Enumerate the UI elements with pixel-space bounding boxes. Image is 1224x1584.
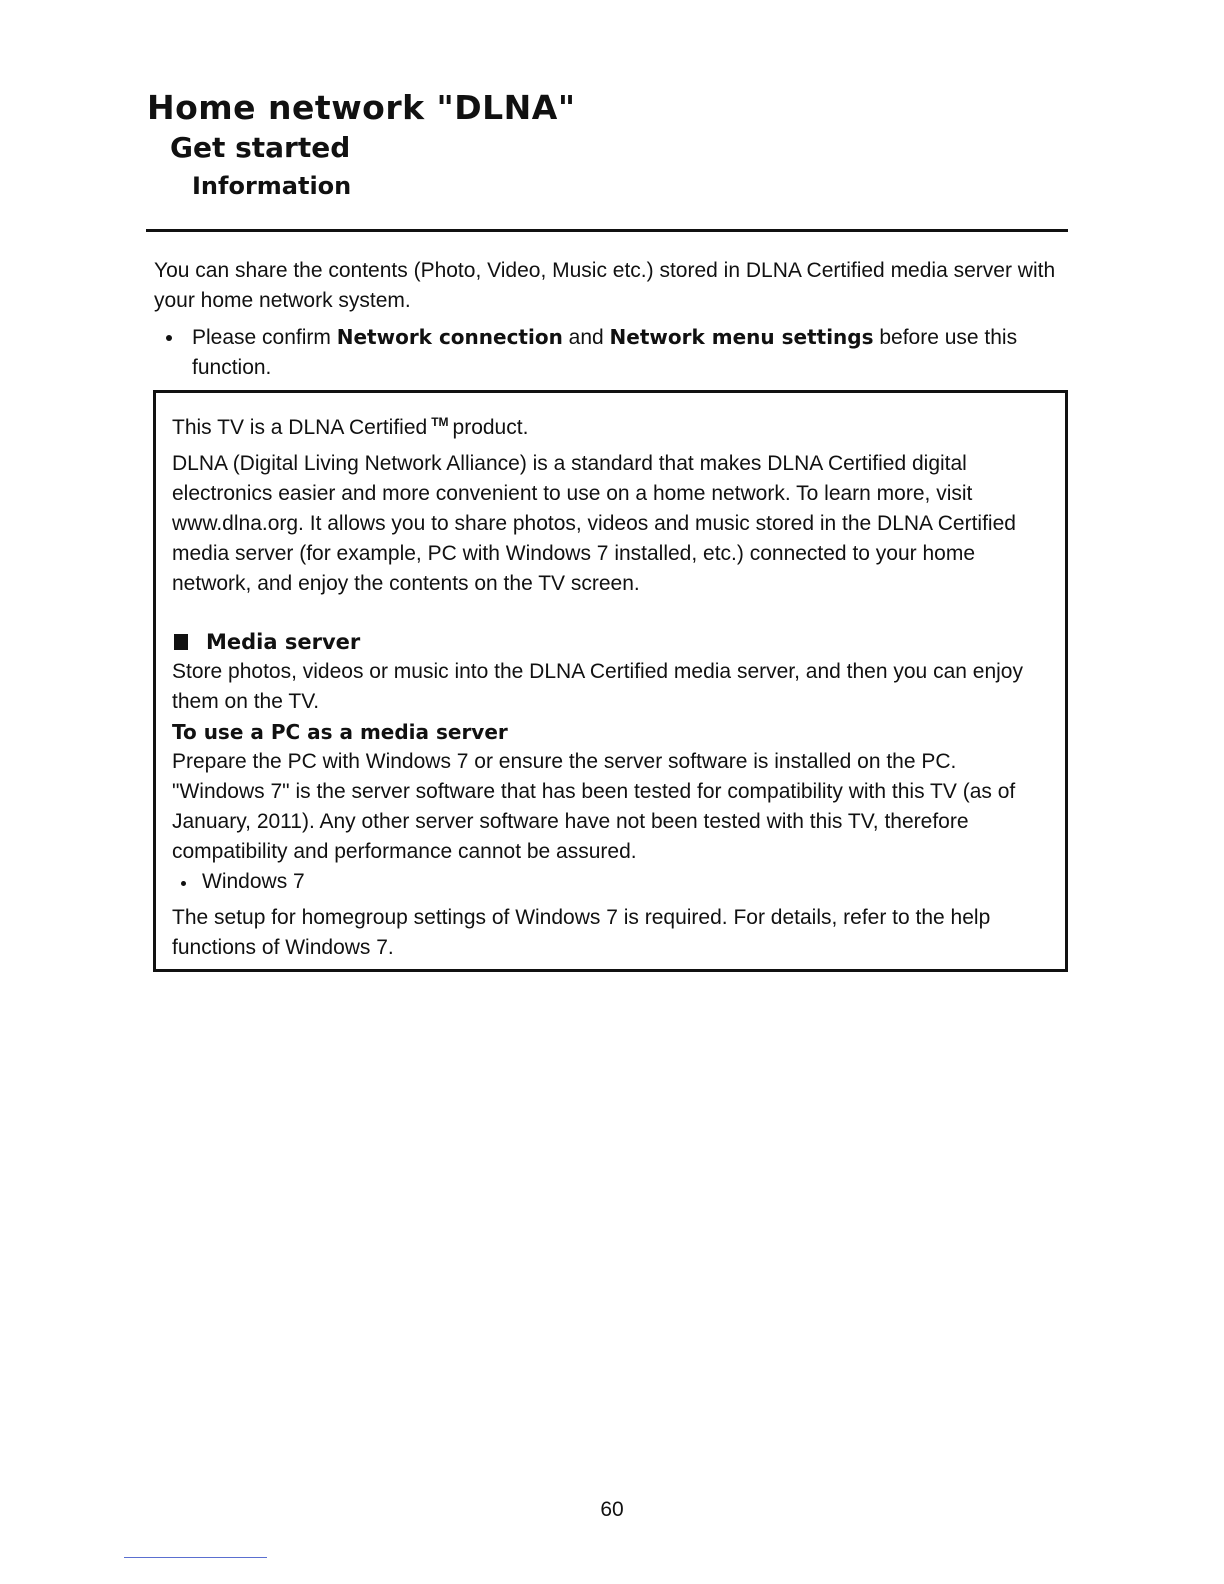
info-box-content: [172, 407, 1052, 963]
certified-prefix: This TV is a DLNA Certified: [172, 416, 428, 439]
pc-media-server-text: Prepare the PC with Windows 7 or ensure the server software is installed on the PC. "Windows 7" is the server software that has been tested for compatibility with this TV (as of January, 2011). Any other server software have not been tested with this TV, therefore compatibility and performance cannot be assured.: [172, 750, 1016, 863]
subsection-title: Information: [192, 172, 352, 200]
bullet-dot-icon: [166, 335, 172, 341]
note-bullet: [160, 322, 1060, 383]
info-box: [153, 390, 1068, 972]
pc-media-server-heading: To use a PC as a media server: [172, 720, 508, 744]
media-server-heading-label: Media server: [206, 630, 361, 654]
homegroup-setup-text: The setup for homegroup settings of Windows 7 is required. For details, refer to the help functions of Windows 7.: [172, 906, 991, 959]
footer-divider: [124, 1557, 267, 1558]
section-title: Get started: [170, 131, 351, 164]
windows-bullet-label: Windows 7: [202, 870, 305, 893]
note-suffix: before use this function.: [192, 326, 1018, 379]
trademark-symbol: TM: [431, 415, 449, 429]
bullet-dot-icon: [181, 881, 186, 886]
network-connection-ref: Network connection: [336, 325, 563, 349]
certified-line: [172, 407, 1052, 443]
certified-suffix: product.: [452, 416, 529, 439]
page-title: Home network "DLNA": [147, 88, 576, 127]
dlna-description: DLNA (Digital Living Network Alliance) is a standard that makes DLNA Certified digital electronics easier and more convenient to use on a home network. To learn more, visit www.dlna.org. It allows you to share photos, videos and music stored in the DLNA Certified media server (for example, PC with Windows 7 installed, etc.) connected to your home network, and enjoy the contents on the TV screen.: [172, 452, 1016, 595]
windows-bullet: [172, 867, 1052, 897]
intro-paragraph: You can share the contents (Photo, Video, Music etc.) stored in DLNA Certified media server with your home network system.: [154, 259, 1056, 312]
network-menu-settings-ref: Network menu settings: [609, 325, 874, 349]
note-middle: and: [562, 326, 610, 349]
media-server-heading: [172, 627, 1052, 657]
note-prefix: Please confirm: [192, 326, 337, 349]
heading-divider: [146, 229, 1068, 232]
page-number: 60: [600, 1498, 624, 1521]
square-bullet-icon: [174, 634, 188, 650]
media-server-text: Store photos, videos or music into the DLNA Certified media server, and then you can enjoy them on the TV.: [172, 660, 1023, 713]
